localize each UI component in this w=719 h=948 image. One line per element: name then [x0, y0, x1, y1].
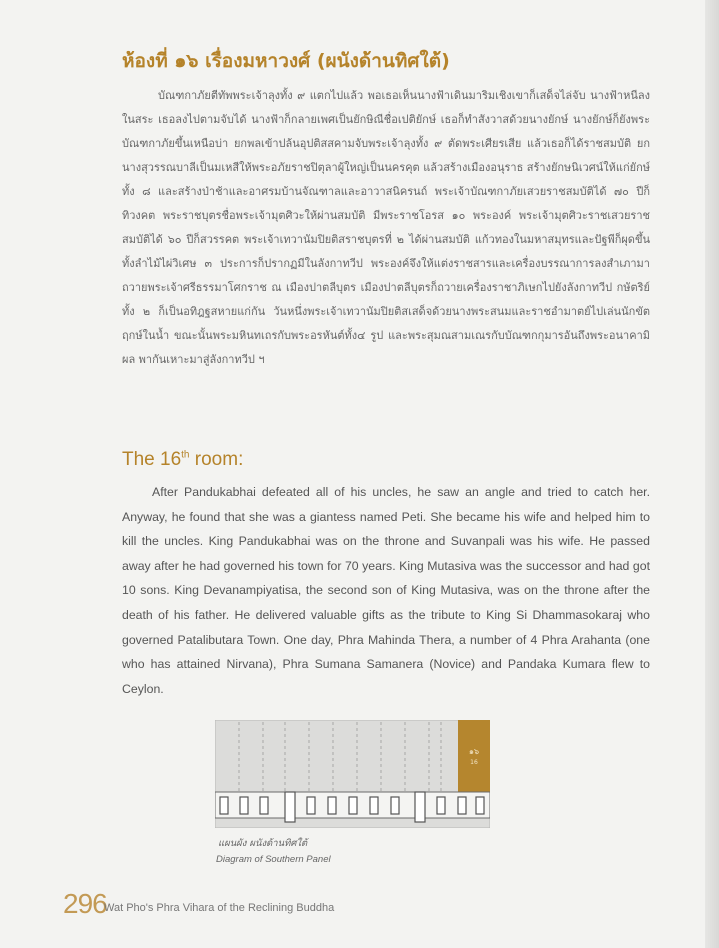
- southern-panel-diagram: [215, 720, 490, 828]
- highlight-thai-number: ๑๖: [468, 747, 480, 756]
- page-edge: [705, 0, 719, 948]
- pillar: [328, 797, 336, 814]
- pillar: [476, 797, 484, 814]
- diagram-caption-thai: แผนผัง ผนังด้านทิศใต้: [218, 838, 308, 849]
- footer-book-title: Wat Pho's Phra Vihara of the Reclining Buddha: [104, 902, 335, 914]
- pillar: [240, 797, 248, 814]
- pillar: [307, 797, 315, 814]
- pillar: [415, 792, 425, 822]
- page-number: 296: [63, 888, 107, 919]
- pillar: [458, 797, 466, 814]
- pillar: [220, 797, 228, 814]
- thai-section-body: บัณฑกาภัยตีทัพพระเจ้าลุงทั้ง ๙ แตกไปแล้ว พอเธอเห็นนางฟ้าเดินมาริมเชิงเขาก็เสด็จไล่จับ นางฟ้าหนีลงในสระ เธอลงไปตามจับได้ นางฟ้าก็กลายเพศเป็นยักษิณีชื่อเปติยักษ์ เธอก็ทำสังวาสด้วยนางยักษ์ นางยักษ์ก็ยังพระบัณฑกาภัยขึ้นเหนือบ่า ยกพลเข้าปล้นอุปติสสคามจับพระเจ้าลุงทั้ง ๙ ตัดพระเศียรเสีย แล้วเธอก็ได้ราชสมบัติ ยกนางสุวรรณบาลีเป็นมเหสีให้พระอภัยราชปิตุลาผู้ใหญ่เป็นนครคุต แล้วสร้างเมืองอนุราธ สร้างยักษนิเวศน์ให้แก่ยักษ์ทั้ง ๘ และสร้างป่าช้าและอาศรมบ้านจัณฑาลและอาวาสนิครนถ์ พระเจ้าบัณฑกาภัยเสวยราชสมบัติได้ ๗๐ ปีก็ทิวงคต พระราชบุตรชื่อพระเจ้ามุตศิวะให้ผ่านสมบัติ มีพระราชโอรส ๑๐ พระองค์ พระเจ้ามุตศิวะราชเสวยราชสมบัติได้ ๖๐ ปีก็สวรรคต พระเจ้าเทวานัมปิยติสราชบุตรที่ ๒ ได้ผ่านสมบัติ แก้วทองในมหาสมุทรและปัฐพีก็ผุดขึ้น ทั้งลำไม้ไผ่วิเศษ ๓ ประการก็ปรากฏมีในลังกาทวีป พระองค์จึงให้แต่งราชสารและเครื่องบรรณาการลงสำเภามาถวายพระเจ้าศรีธรรมาโศกราช ณ เมืองปาตลีบุตร เมืองปาตลีบุตรก็ถวายเครื่องราชาภิเษกไปยังลังกาทวีป กษัตริย์ทั้ง ๒ ก็เป็นอทิฎฐสหายแก่กัน วันหนึ่งพระเจ้าเทวานัมปิยติสเสด็จด้วยนางพระสนมและราชอำมาตย์ไปเล่นนักขัตฤกษ์ในน้ำ ขณะนั้นพระมหินทเถรกับพระอรหันต์ทั้ง๔ รูป และพระสุมณสามเณรกับบัณฑกกุมารอันถึงพระอนาคามิผล พากันเหาะมาสู่ลังกาทวีป ฯ: [122, 89, 650, 366]
- diagram-caption-english: Diagram of Southern Panel: [216, 854, 331, 865]
- title-prefix: The 16: [122, 449, 182, 470]
- pillar: [349, 797, 357, 814]
- english-section-body: After Pandukabhai defeated all of his uncles, he saw an angle and tried to catch her. Anyway, he found that she was a giantess named Peti. She became his wife and helped him to kill the uncles. King Pandukabhai was on the throne and Suvanpali was his wife. He passed away after he had governed his town for 70 years. King Mutasiva was the successor and had got 10 sons. King Devanampiyatisa, the second son of King Mutasiva, was on the throne after the death of his father. He delivered valuable gifts as the tribute to King Si Dhammasokaraj who governed Patalibutara Town. One day, Phra Mahinda Thera, a number of 4 Phra Arahanta (one who has attained Nirvana), Phra Sumana Samanera (Novice) and Pandaka Kumara flew to Ceylon.: [122, 485, 650, 696]
- pillar: [260, 797, 268, 814]
- pillar: [370, 797, 378, 814]
- pillar: [437, 797, 445, 814]
- pillar: [285, 792, 295, 822]
- pillar: [391, 797, 399, 814]
- thai-section-title: ห้องที่ ๑๖ เรื่องมหาวงศ์ (ผนังด้านทิศใต้): [122, 50, 450, 72]
- english-section-title: [122, 449, 243, 471]
- highlight-number: 16: [470, 759, 478, 766]
- title-suffix: room:: [189, 449, 244, 470]
- title-superscript: th: [181, 449, 190, 461]
